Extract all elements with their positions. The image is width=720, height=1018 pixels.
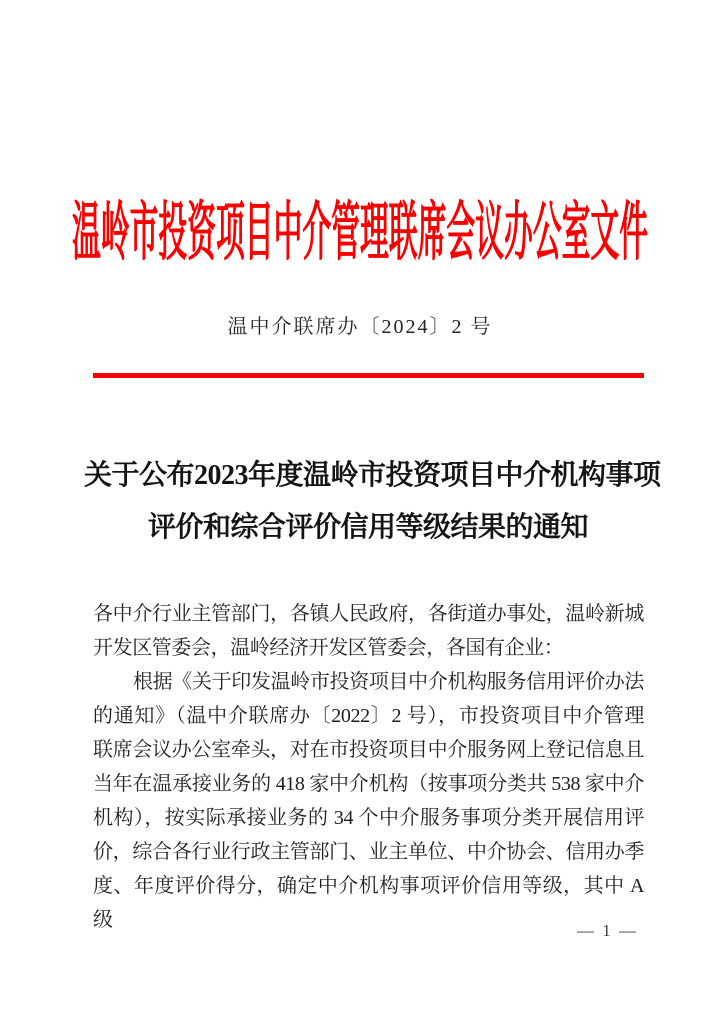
red-divider-line — [93, 373, 644, 378]
letterhead-org-title: 温岭市投资项目中介管理联席会议办公室文件 — [72, 197, 648, 268]
body-line: 各中介行业主管部门，各镇人民政府，各街道办事处，温岭新城 — [93, 603, 644, 625]
document-number: 温中介联席办〔2024〕2 号 — [227, 316, 493, 338]
document-body — [93, 597, 644, 937]
body-line: 的通知》（温中介联席办〔2022〕2 号），市投资项目中介管理 — [93, 705, 644, 727]
document-title — [84, 450, 661, 554]
body-line: 联席会议办公室牵头，对在市投资项目中介服务网上登记信息且 — [93, 739, 644, 761]
body-line: 根据《关于印发温岭市投资项目中介机构服务信用评价办法 — [133, 671, 644, 693]
page-number: — 1 — — [577, 921, 638, 940]
document-title-line2: 评价和综合评价信用等级结果的通知 — [147, 512, 588, 543]
body-line: 价，综合各行业行政主管部门、业主单位、中介协会、信用办季 — [93, 841, 644, 863]
letterhead — [0, 197, 720, 268]
document-title-line1: 关于公布2023年度温岭市投资项目中介机构事项 — [84, 460, 661, 491]
body-line: 当年在温承接业务的 418 家中介机构（按事项分类共 538 家中介 — [93, 773, 644, 795]
body-line: 度、年度评价得分，确定中介机构事项评价信用等级，其中 A 级 — [93, 875, 644, 931]
body-line: 开发区管委会，温岭经济开发区管委会，各国有企业： — [93, 637, 564, 659]
body-line: 机构），按实际承接业务的 34 个中介服务事项分类开展信用评 — [93, 807, 644, 829]
